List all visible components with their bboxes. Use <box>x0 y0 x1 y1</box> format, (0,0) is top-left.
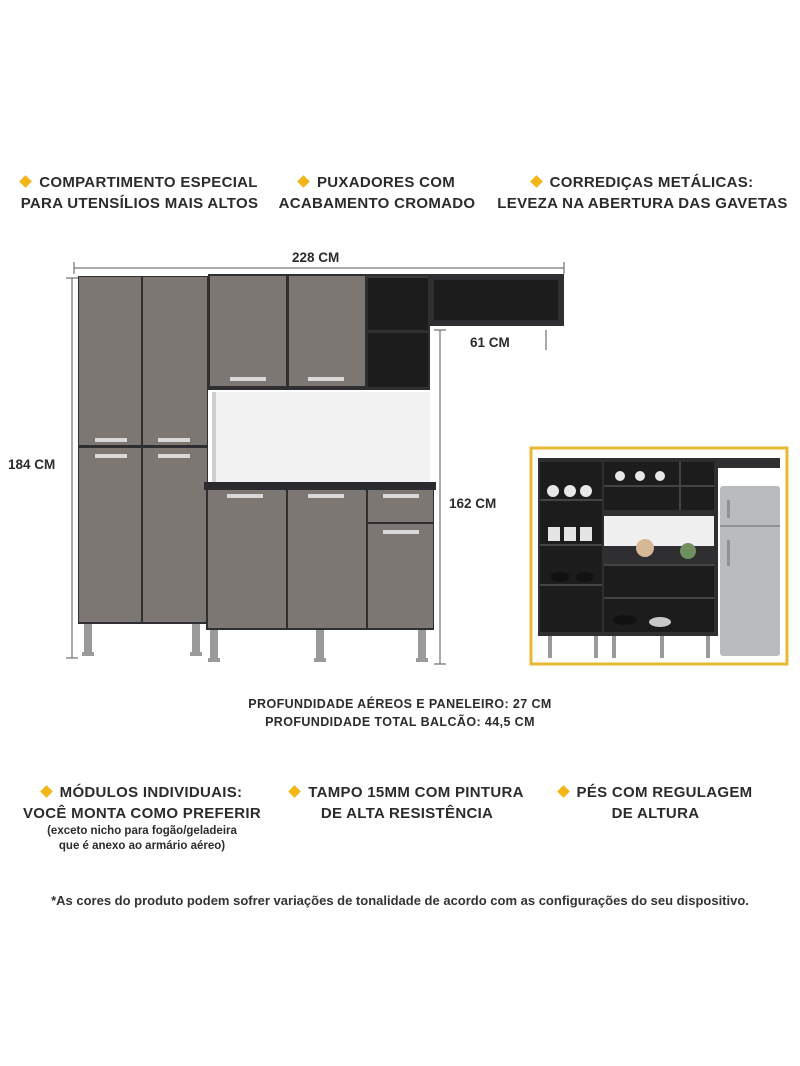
feature-special-compartment: COMPARTIMENTO ESPECIAL PARA UTENSÍLIOS MAIS ALTOS <box>20 174 259 212</box>
back-panel <box>212 392 430 486</box>
feature-individual-modules: MÓDULOS INDIVIDUAIS: VOCÊ MONTA COMO PREFERIR (exceto nicho para fogão/geladeira que é anexo ao armário aéreo) <box>22 784 262 852</box>
niche-depth-label: 61 CM <box>470 335 510 350</box>
width-dimension-label: 228 CM <box>292 250 340 265</box>
base-cabinets <box>204 482 436 630</box>
wall-cabinets <box>208 274 430 390</box>
counter-height-label: 162 CM <box>449 496 497 511</box>
depth-wall-info: PROFUNDIDADE AÉREOS E PANELEIRO: 27 CM <box>248 697 552 711</box>
feature-chrome-handles: PUXADORES COM ACABAMENTO CROMADO <box>278 174 476 212</box>
feature-adjustable-feet: PÉS COM REGULAGEM DE ALTURA <box>548 782 763 824</box>
feature-metal-slides: CORREDIÇAS METÁLICAS: LEVEZA NA ABERTURA DAS GAVETAS <box>497 174 788 212</box>
niche-shelf <box>428 274 564 326</box>
diamond-bullet-icon <box>40 785 53 798</box>
feature-countertop: TAMPO 15MM COM PINTURA DE ALTA RESISTÊNCIA <box>272 782 542 824</box>
depth-counter-info: PROFUNDIDADE TOTAL BALCÃO: 44,5 CM <box>265 715 535 729</box>
environment-photo <box>531 448 787 664</box>
height-dimension-label: 184 CM <box>8 457 56 472</box>
tall-pantry-cabinet <box>78 276 208 624</box>
diamond-bullet-icon <box>557 785 570 798</box>
diamond-bullet-icon <box>288 785 301 798</box>
color-disclaimer: *As cores do produto podem sofrer variações de tonalidade de acordo com as configurações do seu dispositivo. <box>51 893 749 908</box>
